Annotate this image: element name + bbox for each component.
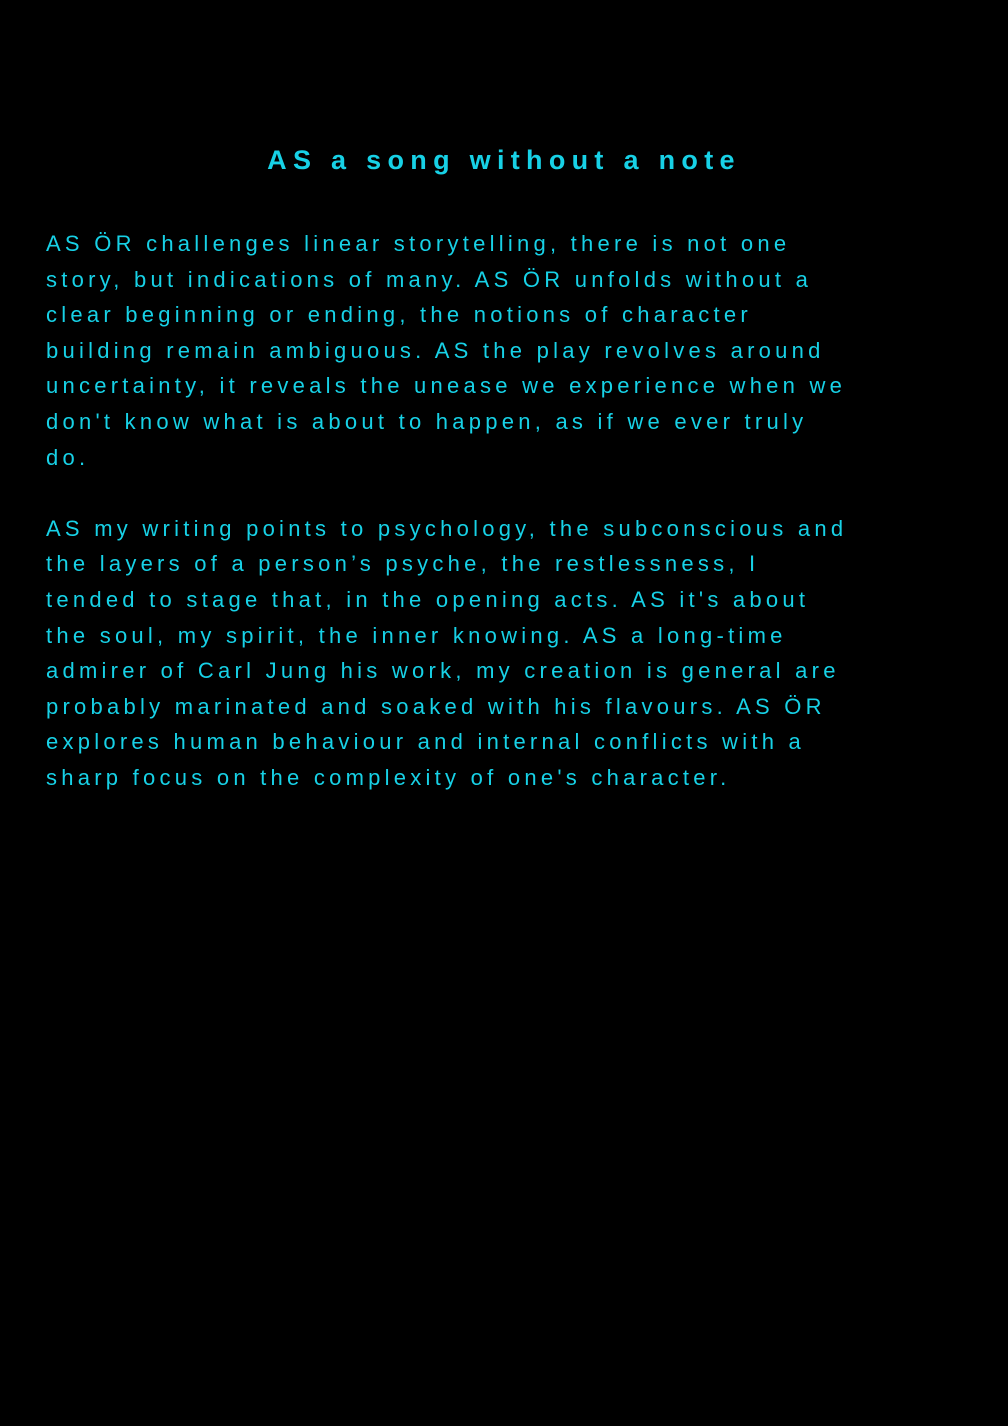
text-line: uncertainty, it reveals the unease we experience when we [46, 373, 847, 399]
text-line: story, but indications of many. AS ÖR unfolds without a [46, 266, 813, 292]
text-line: probably marinated and soaked with his flavours. AS ÖR [46, 693, 826, 719]
paragraph-2 [46, 511, 966, 796]
body-text [46, 226, 966, 796]
text-line: the soul, my spirit, the inner knowing. AS a long-time [46, 622, 787, 648]
text-line: do. [46, 444, 90, 470]
text-line: AS my writing points to psychology, the subconscious and [46, 515, 848, 541]
paragraph-1 [46, 226, 966, 475]
page-title: AS a song without a note [267, 145, 741, 175]
text-line: tended to stage that, in the opening acts. AS it's about [46, 586, 810, 612]
text-line: clear beginning or ending, the notions of character [46, 302, 752, 328]
text-line: explores human behaviour and internal conflicts with a [46, 729, 806, 755]
text-line: the layers of a person’s psyche, the restlessness, I [46, 551, 760, 577]
text-line: AS ÖR challenges linear storytelling, there is not one [46, 231, 791, 256]
text-line: admirer of Carl Jung his work, my creation is general are [46, 658, 840, 684]
text-line: sharp focus on the complexity of one's character. [46, 764, 731, 790]
text-line: building remain ambiguous. AS the play revolves around [46, 337, 825, 363]
text-line: don't know what is about to happen, as if we ever truly [46, 408, 808, 434]
